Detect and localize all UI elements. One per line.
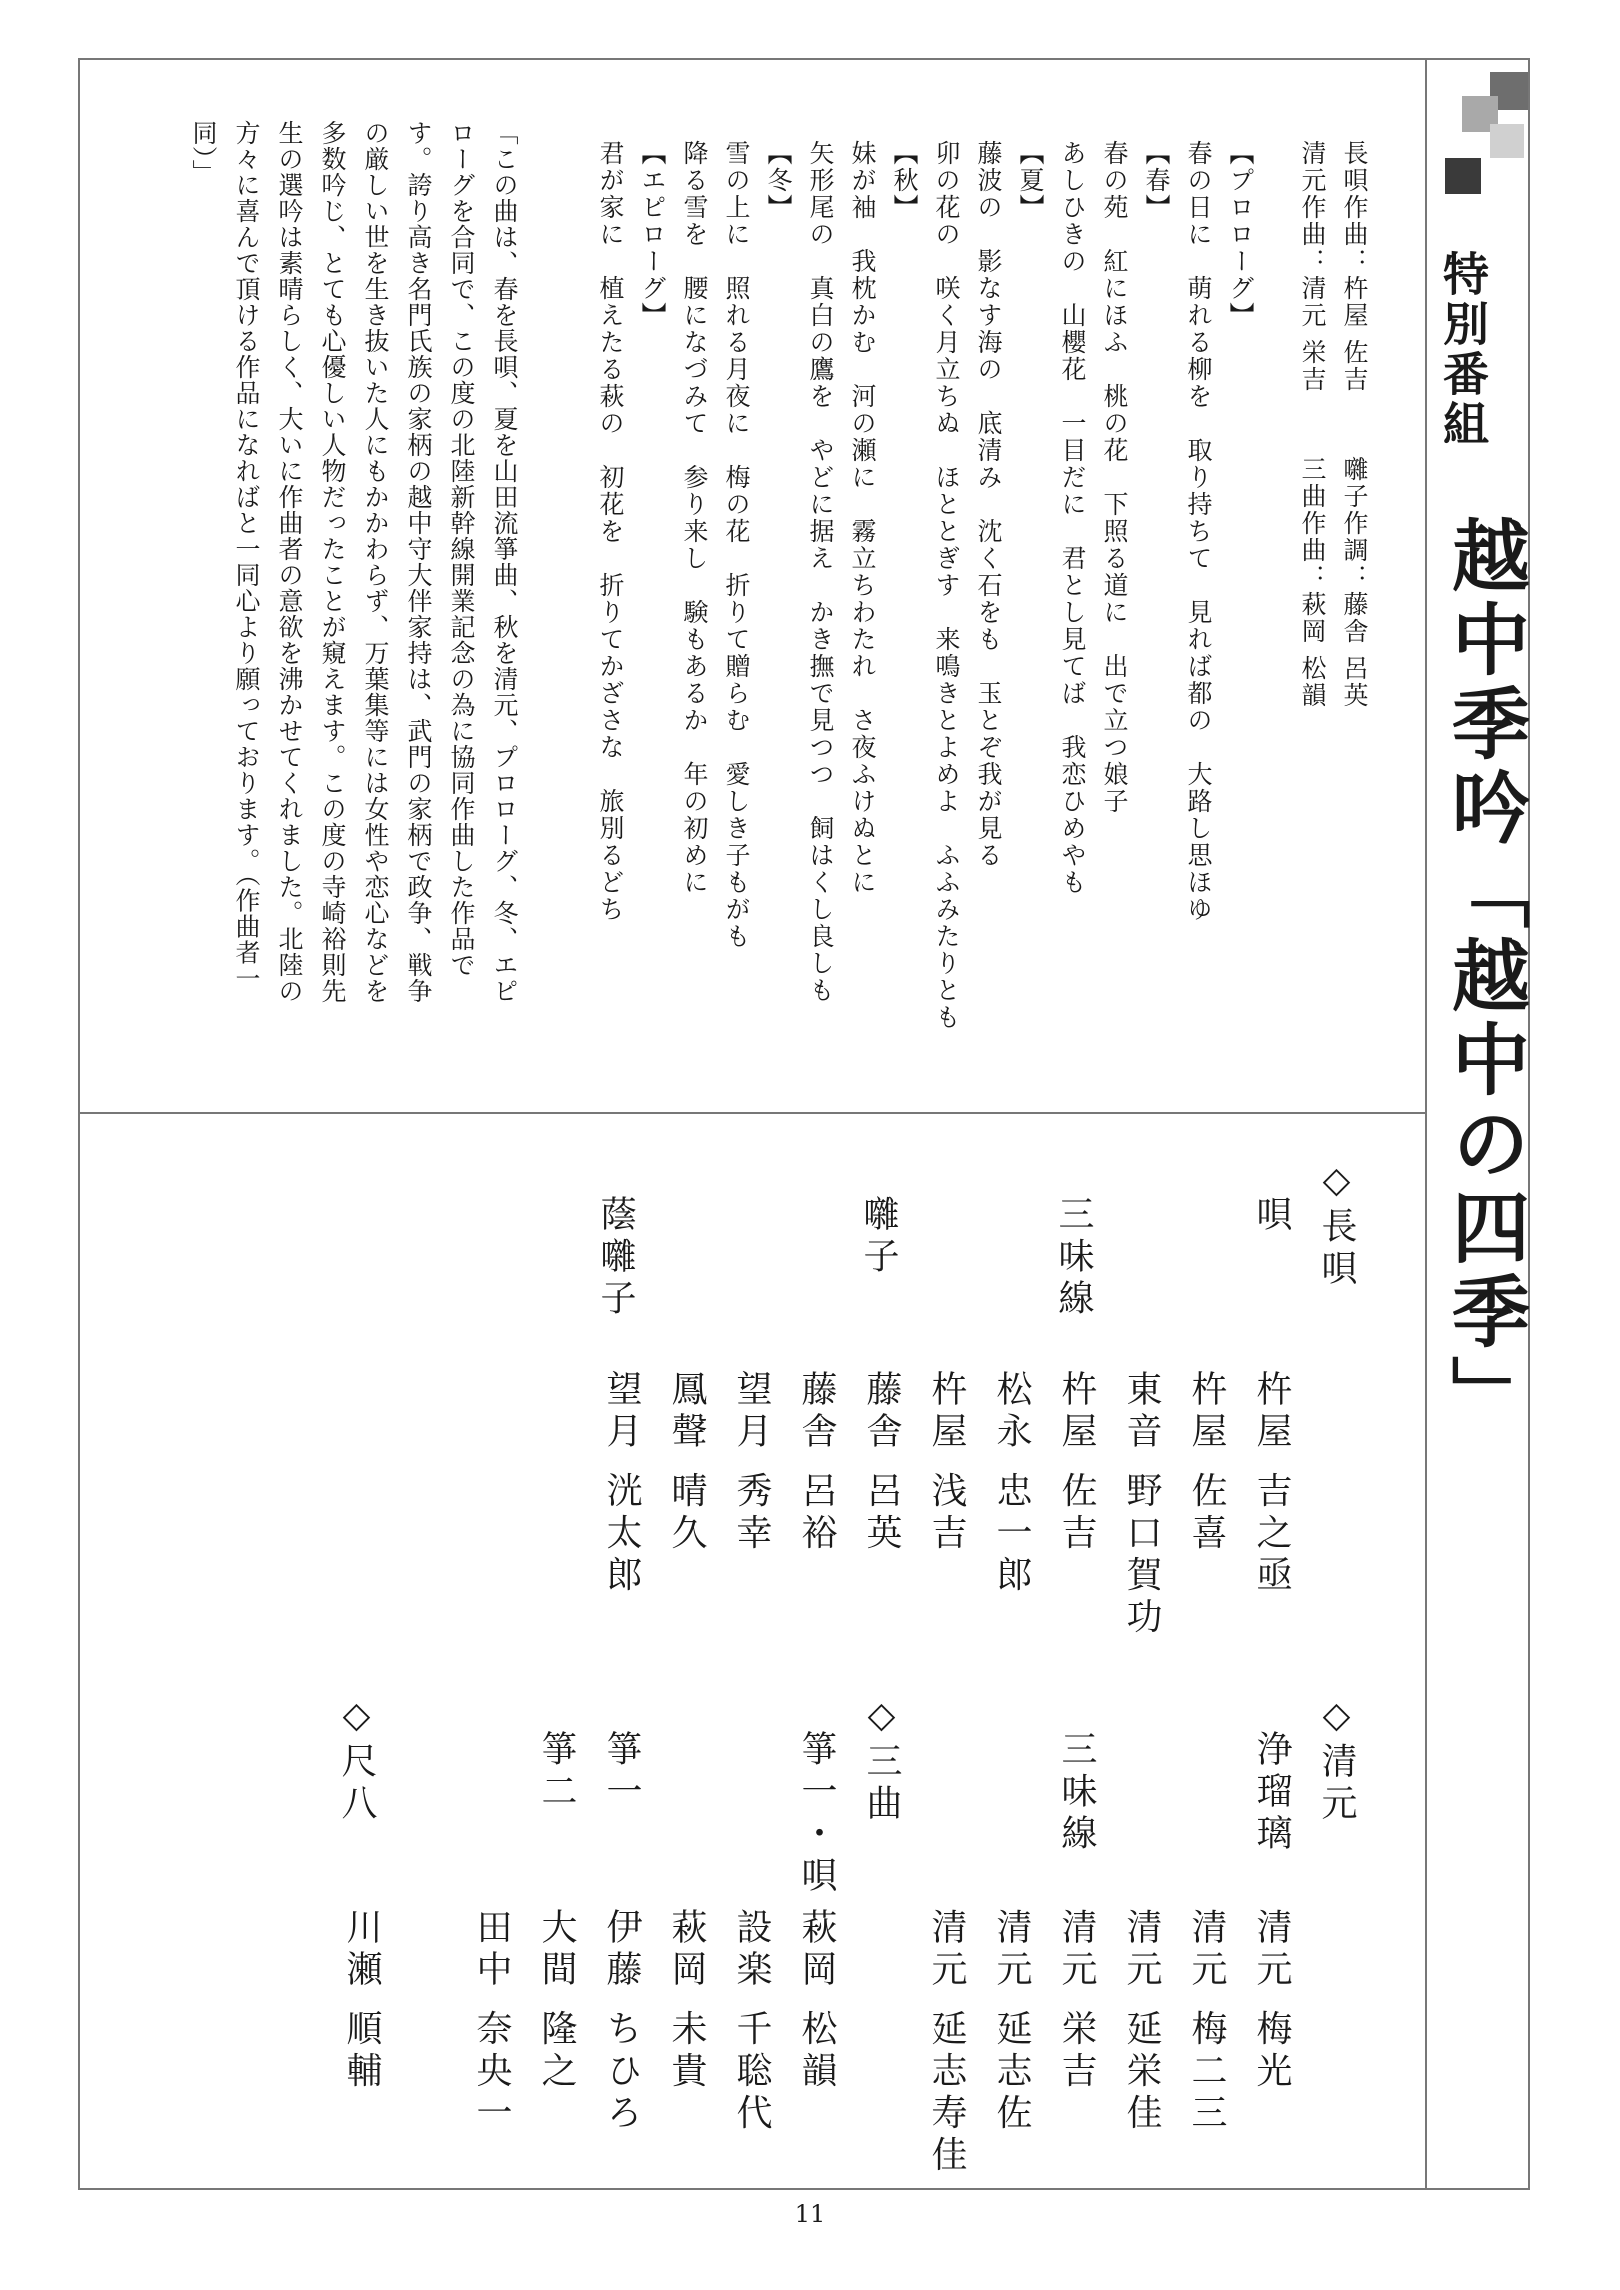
composer-note-line: す。誇り高き名門氏族の家柄の越中守大伴家持は、武門の家柄で政争、戦争: [404, 120, 433, 1004]
lyric-line: 【秋】: [890, 140, 919, 221]
composer-note-line: 方々に喜んで頂ける作品になればと一同心より願っております。（作曲者一: [232, 120, 261, 992]
performer-name: 杵屋 吉之亟: [1251, 1370, 1292, 1598]
performer-name: 清元 栄吉: [1056, 1908, 1097, 2094]
lyric-line: 降る雪を 腰になづみて 参り来し 験もあるか 年の初めに: [680, 140, 709, 896]
performer-name: 川瀬 順輔: [341, 1908, 382, 2094]
lyric-line: 妹が袖 我枕かむ 河の瀬に 霧立ちわたれ さ夜ふけぬとに: [848, 140, 877, 896]
credit-kiyomoto: 清元作曲：清元 栄吉: [1298, 140, 1327, 393]
lyric-line: 【夏】: [1016, 140, 1045, 221]
performer-name: 杵屋 浅吉: [926, 1370, 967, 1556]
lyric-line: 君が家に 植えたる萩の 初花を 折りてかざさな 旅別るどち: [596, 140, 625, 923]
credit-hayashi: 囃子作調：藤舎 呂英: [1340, 456, 1369, 709]
performer-name: 萩岡 松韻: [796, 1908, 837, 2094]
composer-note-line: 生の選吟は素晴らしく、大いに作曲者の意欲を沸かせてくれました。北陸の: [275, 120, 304, 1004]
lyric-line: 藤波の 影なす海の 底清み 沈く石をも 玉とぞ我が見る: [974, 140, 1003, 869]
lyric-line: 【春】: [1142, 140, 1171, 221]
role-kage-hayashi: 蔭囃子: [595, 1195, 636, 1321]
performer-name: 松永 忠一郎: [991, 1370, 1032, 1598]
performer-name: 望月 秀幸: [731, 1370, 772, 1556]
composer-note-line: の厳しい世を生き抜いた人にもかかわらず、万葉集等には女性や恋心などを: [361, 120, 390, 1004]
lyric-line: 【冬】: [764, 140, 793, 221]
composer-note-line: 同）」: [189, 120, 218, 186]
lyric-line: 春の日に 萌れる柳を 取り持ちて 見れば都の 大路し思ほゆ: [1184, 140, 1213, 923]
sankyoku-heading: ◇三曲: [861, 1695, 902, 1826]
decor-square-light: [1490, 124, 1524, 158]
performer-name: 清元 延志寿佳: [926, 1908, 967, 2178]
decor-square-black: [1445, 158, 1481, 194]
performer-name: 藤舎 呂英: [861, 1370, 902, 1556]
composer-note-line: 多数吟じ、とても心優しい人物だったことが窺えます。この度の寺崎裕則先: [318, 120, 347, 1004]
role-hayashi: 囃子: [858, 1195, 899, 1279]
role-koto1: 箏一: [601, 1730, 642, 1814]
performer-name: 杵屋 佐喜: [1186, 1370, 1227, 1556]
kiyomoto-heading: ◇清元: [1316, 1695, 1357, 1826]
performer-name: 設楽 千聡代: [731, 1908, 772, 2136]
role-koto2: 箏二: [536, 1730, 577, 1814]
performer-name: 清元 梅二三: [1186, 1908, 1227, 2136]
lyric-line: 春の苑 紅にほふ 桃の花 下照る道に 出で立つ娘子: [1100, 140, 1129, 815]
performer-name: 藤舎 呂裕: [796, 1370, 837, 1556]
role-koto1-uta: 箏一・唄: [796, 1730, 837, 1898]
performer-name: 大間 隆之: [536, 1908, 577, 2094]
page-number: 11: [794, 2200, 826, 2228]
credit-nagauta: 長唄作曲：杵屋 佐吉: [1340, 140, 1369, 393]
performer-name: 杵屋 佐吉: [1056, 1370, 1097, 1556]
composer-note-line: ローグを合同で、この度の北陸新幹線開業記念の為に協同作曲した作品で: [447, 120, 476, 978]
performer-name: 望月 洸太郎: [601, 1370, 642, 1598]
lyric-line: あしひきの 山櫻花 一目だに 君とし見てば 我恋ひめやも: [1058, 140, 1087, 896]
lyric-line: 【エピローグ】: [638, 140, 667, 329]
lyric-line: 【プロローグ】: [1226, 140, 1255, 329]
performer-name: 田中 奈央一: [471, 1908, 512, 2136]
vertical-divider: [1425, 60, 1427, 2188]
performer-name: 清元 梅光: [1251, 1908, 1292, 2094]
lyric-line: 雪の上に 照れる月夜に 梅の花 折りて贈らむ 愛しき子もがも: [722, 140, 751, 950]
role-shamisen: 三味線: [1053, 1195, 1094, 1321]
performer-name: 清元 延栄佳: [1121, 1908, 1162, 2136]
composer-note-line: 「この曲は、春を長唄、夏を山田流箏曲、秋を清元、プロローグ、冬、エピ: [490, 120, 519, 1004]
role-joruri: 浄瑠璃: [1251, 1730, 1292, 1856]
performer-name: 鳳聲 晴久: [666, 1370, 707, 1556]
performer-name: 萩岡 未貴: [666, 1908, 707, 2094]
page-title: 越中季吟「越中の四季」: [1439, 515, 1530, 1439]
nagauta-heading: ◇長唄: [1316, 1160, 1357, 1291]
role-uta: 唄: [1251, 1195, 1292, 1237]
horizontal-divider: [80, 1112, 1425, 1114]
role-shamisen: 三味線: [1056, 1730, 1097, 1856]
program-label: 特別番組: [1436, 250, 1490, 450]
credit-sankyoku: 三曲作曲：萩岡 松韻: [1298, 456, 1327, 709]
lyric-line: 矢形尾の 真白の鷹を やどに据え かき撫で見つつ 飼はくし良しも: [806, 140, 835, 1004]
performer-name: 東音 野口賀功: [1121, 1370, 1162, 1640]
performer-name: 伊藤 ちひろ: [601, 1908, 642, 2136]
lyric-line: 卯の花の 咲く月立ちぬ ほととぎす 来鳴きとよめよ ふふみたりとも: [932, 140, 961, 1031]
performer-name: 清元 延志佐: [991, 1908, 1032, 2136]
shakuhachi-heading: ◇尺八: [336, 1695, 377, 1826]
